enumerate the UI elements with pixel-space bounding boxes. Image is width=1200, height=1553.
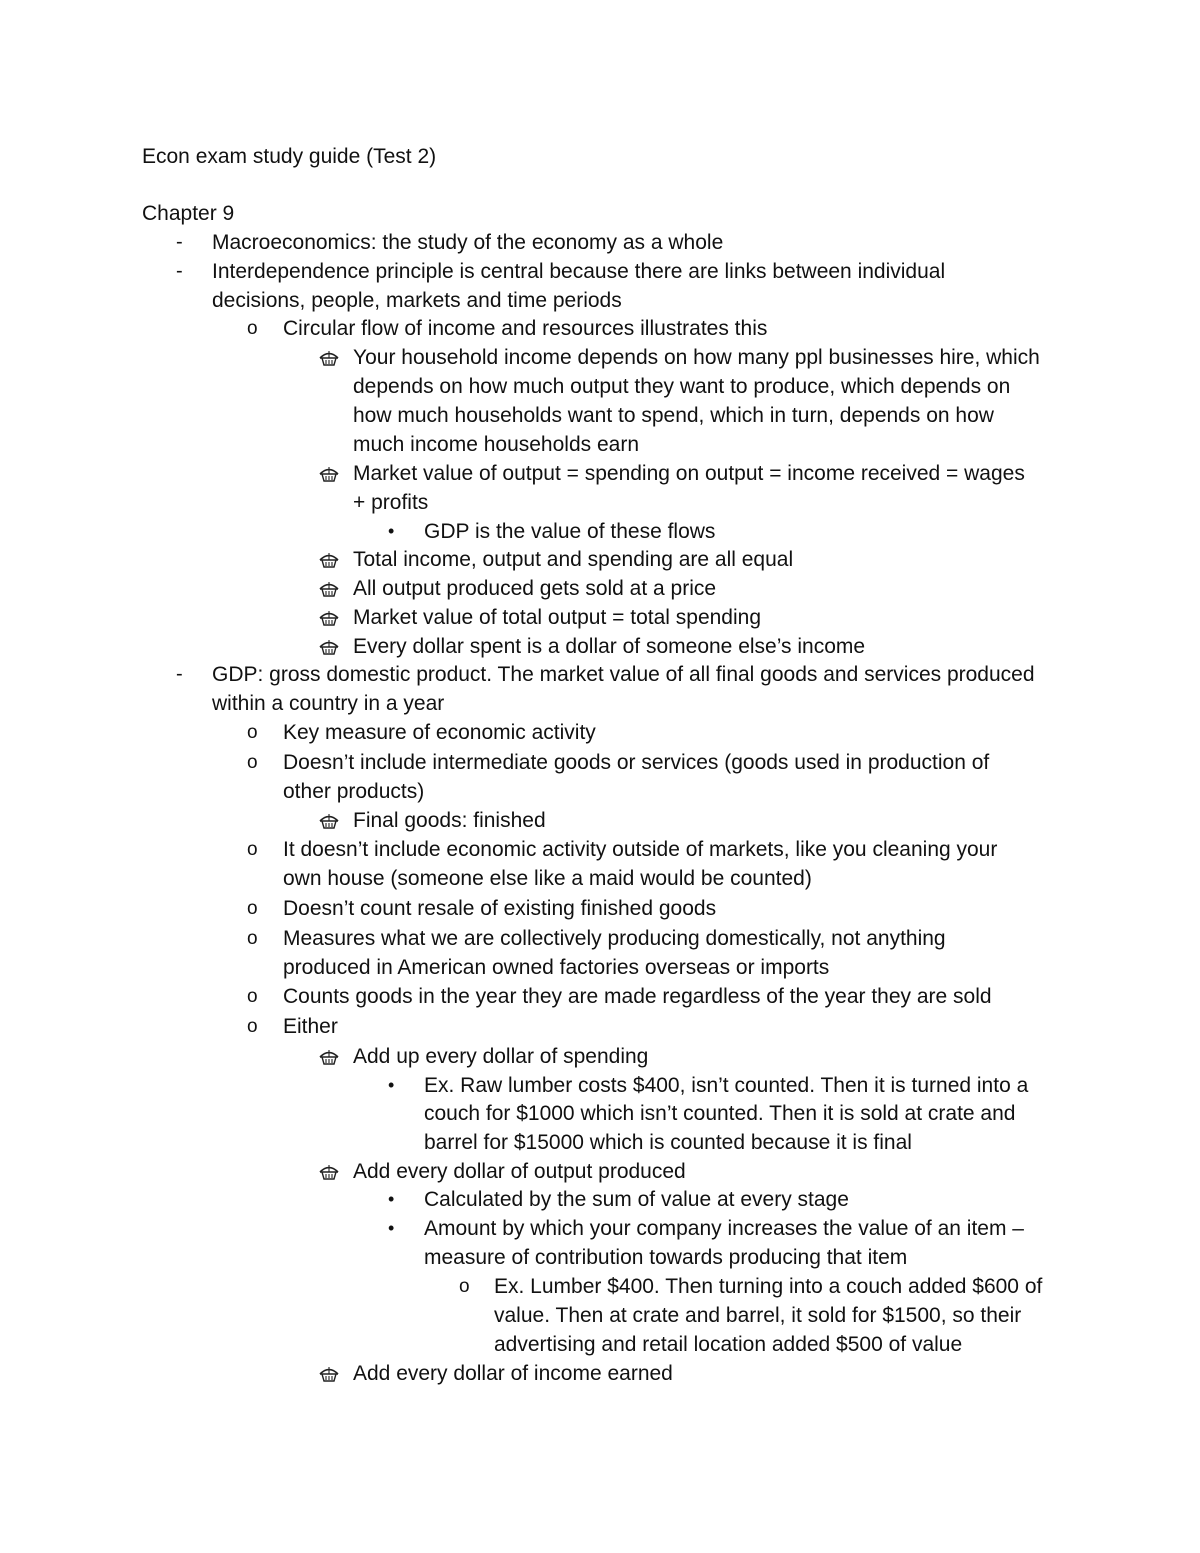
outline-line: Interdependence principle is central because there are links between individual (212, 260, 946, 283)
outline-line: own house (someone else like a maid would be counted) (283, 867, 812, 890)
outline-line: Doesn’t include intermediate goods or services (goods used in production of (283, 751, 990, 774)
outline-line: It doesn’t include economic activity outside of markets, like you cleaning your (283, 838, 998, 861)
outline-line: measure of contribution towards producing that item (424, 1246, 908, 1269)
outline-line: Total income, output and spending are all equal (353, 548, 794, 571)
dash-marker: - (176, 260, 183, 282)
outline-line: other products) (283, 780, 425, 803)
outline-line: produced in American owned factories overseas or imports (283, 956, 830, 979)
outline-line: GDP is the value of these flows (424, 520, 716, 543)
outline-line: Macroeconomics: the study of the economy as a whole (212, 231, 724, 254)
bullet-marker: • (388, 521, 395, 541)
outline-line: Every dollar spent is a dollar of someone else’s income (353, 635, 866, 658)
outline-line: Amount by which your company increases the value of an item – (424, 1217, 1024, 1240)
outline-line: how much households want to spend, which in turn, depends on how (353, 404, 994, 427)
circle-marker: o (247, 986, 258, 1007)
wingding-bullet-icon (318, 811, 340, 831)
outline-line: + profits (353, 491, 429, 514)
bullet-marker: • (388, 1218, 395, 1238)
bullet-marker: • (388, 1189, 395, 1209)
outline-line: decisions, people, markets and time periods (212, 289, 622, 312)
outline-line: depends on how much output they want to produce, which depends on (353, 375, 1011, 398)
dash-marker: - (176, 663, 183, 685)
outline-line: Either (283, 1015, 338, 1038)
circle-marker: o (247, 1016, 258, 1037)
outline-line: Ex. Raw lumber costs $400, isn’t counted. Then it is turned into a (424, 1074, 1029, 1097)
wingding-bullet-icon (318, 637, 340, 657)
outline-line: value. Then at crate and barrel, it sold for $1500, so their (494, 1304, 1022, 1327)
circle-marker: o (247, 928, 258, 949)
outline-line: Add up every dollar of spending (353, 1045, 649, 1068)
wingding-bullet-icon (318, 464, 340, 484)
outline-line: Market value of total output = total spending (353, 606, 762, 629)
document-title: Econ exam study guide (Test 2) (142, 145, 437, 168)
circle-marker: o (247, 752, 258, 773)
wingding-bullet-icon (318, 1047, 340, 1067)
wingding-bullet-icon (318, 348, 340, 368)
outline-line: Your household income depends on how many ppl businesses hire, which (353, 346, 1040, 369)
outline-line: Counts goods in the year they are made regardless of the year they are sold (283, 985, 992, 1008)
outline-line: barrel for $15000 which is counted because it is final (424, 1131, 912, 1154)
outline-line: couch for $1000 which isn’t counted. Then it is sold at crate and (424, 1102, 1016, 1125)
outline-line: Final goods: finished (353, 809, 546, 832)
wingding-bullet-icon (318, 608, 340, 628)
circle-marker: o (247, 898, 258, 919)
outline-line: All output produced gets sold at a price (353, 577, 717, 600)
outline-line: within a country in a year (212, 692, 445, 715)
dash-marker: - (176, 231, 183, 253)
outline-line: Market value of output = spending on output = income received = wages (353, 462, 1025, 485)
outline-line: Measures what we are collectively producing domestically, not anything (283, 927, 946, 950)
circle-marker: o (459, 1276, 470, 1297)
outline-line: advertising and retail location added $500 of value (494, 1333, 963, 1356)
outline-line: much income households earn (353, 433, 640, 456)
wingding-bullet-icon (318, 1162, 340, 1182)
outline-line: Key measure of economic activity (283, 721, 596, 744)
outline-line: Ex. Lumber $400. Then turning into a couch added $600 of (494, 1275, 1043, 1298)
chapter-heading: Chapter 9 (142, 202, 235, 225)
outline-line: Doesn’t count resale of existing finished goods (283, 897, 717, 920)
wingding-bullet-icon (318, 550, 340, 570)
circle-marker: o (247, 722, 258, 743)
outline-line: Circular flow of income and resources illustrates this (283, 317, 768, 340)
outline-line: Calculated by the sum of value at every stage (424, 1188, 849, 1211)
wingding-bullet-icon (318, 579, 340, 599)
bullet-marker: • (388, 1075, 395, 1095)
circle-marker: o (247, 318, 258, 339)
circle-marker: o (247, 839, 258, 860)
outline-line: Add every dollar of output produced (353, 1160, 686, 1183)
outline-line: Add every dollar of income earned (353, 1362, 673, 1385)
outline-line: GDP: gross domestic product. The market value of all final goods and services produced (212, 663, 1035, 686)
wingding-bullet-icon (318, 1364, 340, 1384)
